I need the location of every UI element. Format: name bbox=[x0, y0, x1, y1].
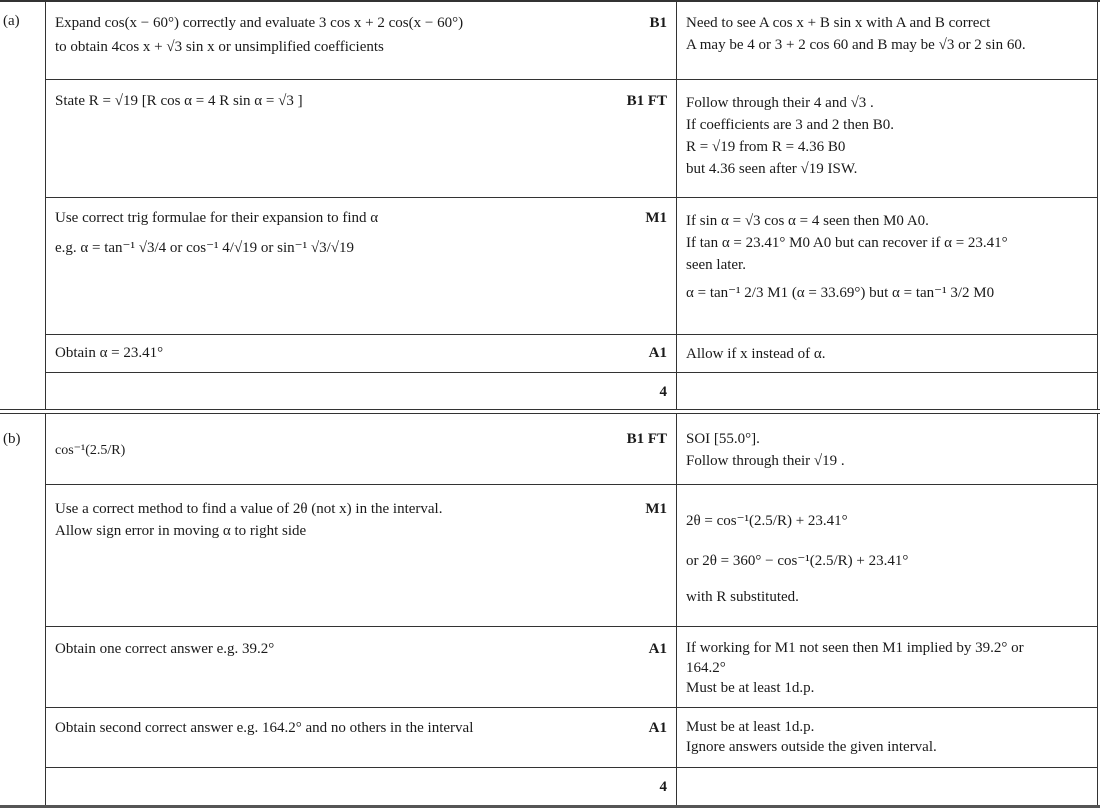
part-total: 4 bbox=[659, 384, 667, 400]
guidance-line: but 4.36 seen after √19 ISW. bbox=[686, 161, 858, 177]
mark-cell: B1 FT bbox=[626, 93, 667, 109]
guidance-cell bbox=[686, 92, 1091, 180]
answer-line: Use a correct method to find a value of 2θ (not x) in the interval. bbox=[55, 501, 443, 517]
column-divider bbox=[45, 414, 46, 806]
answer-cell: Obtain α = 23.41° bbox=[55, 345, 164, 361]
part-b-section bbox=[0, 414, 1100, 806]
guidance-cell: Allow if x instead of α. bbox=[686, 346, 826, 362]
column-divider bbox=[1097, 414, 1098, 806]
answer-cell: Obtain second correct answer e.g. 164.2° and no others in the interval bbox=[55, 720, 474, 736]
answer-cell bbox=[55, 498, 655, 542]
answer-cell bbox=[55, 12, 655, 58]
answer-cell: cos⁻¹(2.5/R) bbox=[55, 443, 126, 458]
row-divider bbox=[45, 767, 1098, 768]
answer-line: Allow sign error in moving α to right side bbox=[55, 523, 307, 539]
column-divider bbox=[45, 0, 46, 410]
guidance-cell bbox=[686, 428, 1091, 472]
row-divider bbox=[45, 484, 1098, 485]
column-divider bbox=[676, 414, 677, 806]
guidance-line: A may be 4 or 3 + 2 cos 60 and B may be √3 or 2 sin 60. bbox=[686, 37, 1026, 53]
mark-cell: M1 bbox=[645, 501, 667, 517]
guidance-line: 2θ = cos⁻¹(2.5/R) + 23.41° bbox=[686, 513, 848, 529]
guidance-line: with R substituted. bbox=[686, 589, 799, 605]
guidance-cell bbox=[686, 12, 1091, 56]
guidance-cell bbox=[686, 210, 1091, 304]
guidance-line: If coefficients are 3 and 2 then B0. bbox=[686, 117, 894, 133]
guidance-line: or 2θ = 360° − cos⁻¹(2.5/R) + 23.41° bbox=[686, 553, 909, 569]
answer-line: to obtain 4cos x + √3 sin x or unsimplified coefficients bbox=[55, 39, 384, 55]
part-label: (b) bbox=[3, 431, 21, 447]
guidance-line: Ignore answers outside the given interval. bbox=[686, 739, 937, 755]
column-divider bbox=[676, 0, 677, 410]
answer-line: Use correct trig formulae for their expansion to find α bbox=[55, 210, 379, 226]
mark-cell: A1 bbox=[648, 641, 667, 657]
row-divider bbox=[45, 197, 1098, 198]
mark-cell: A1 bbox=[648, 345, 667, 361]
answer-line: Expand cos(x − 60°) correctly and evaluate 3 cos x + 2 cos(x − 60°) bbox=[55, 15, 464, 31]
answer-cell bbox=[55, 207, 655, 259]
guidance-cell bbox=[686, 510, 1091, 608]
guidance-line: Must be at least 1d.p. bbox=[686, 719, 815, 735]
guidance-line: α = tan⁻¹ 2/3 M1 (α = 33.69°) but α = tan⁻¹ 3/2 M0 bbox=[686, 285, 995, 301]
guidance-line: Follow through their √19 . bbox=[686, 453, 845, 469]
row-divider bbox=[45, 707, 1098, 708]
guidance-line: seen later. bbox=[686, 257, 746, 273]
row-divider bbox=[45, 79, 1098, 80]
guidance-line: Need to see A cos x + B sin x with A and B correct bbox=[686, 15, 991, 31]
answer-cell: State R = √19 [R cos α = 4 R sin α = √3 ] bbox=[55, 93, 303, 109]
guidance-line: If sin α = √3 cos α = 4 seen then M0 A0. bbox=[686, 213, 929, 229]
guidance-line: R = √19 from R = 4.36 B0 bbox=[686, 139, 846, 155]
row-divider bbox=[45, 334, 1098, 335]
mark-cell: M1 bbox=[645, 210, 667, 226]
answer-line: e.g. α = tan⁻¹ √3/4 or cos⁻¹ 4/√19 or sin⁻¹ √3/√19 bbox=[55, 240, 354, 256]
answer-cell: Obtain one correct answer e.g. 39.2° bbox=[55, 641, 275, 657]
guidance-line: Follow through their 4 and √3 . bbox=[686, 95, 874, 111]
guidance-line: If working for M1 not seen then M1 implied by 39.2° or bbox=[686, 640, 1024, 656]
guidance-line: If tan α = 23.41° M0 A0 but can recover if α = 23.41° bbox=[686, 235, 1008, 251]
part-total: 4 bbox=[659, 779, 667, 795]
table-bottom-border bbox=[0, 805, 1100, 808]
guidance-cell bbox=[686, 638, 1091, 698]
mark-cell: B1 FT bbox=[626, 431, 667, 447]
mark-cell: B1 bbox=[649, 15, 667, 31]
column-divider bbox=[1097, 0, 1098, 410]
mark-cell: A1 bbox=[648, 720, 667, 736]
guidance-line: SOI [55.0°]. bbox=[686, 431, 760, 447]
row-divider bbox=[45, 626, 1098, 627]
guidance-line: 164.2° bbox=[686, 660, 726, 676]
guidance-line: Must be at least 1d.p. bbox=[686, 680, 815, 696]
row-divider bbox=[45, 372, 1098, 373]
part-label: (a) bbox=[3, 13, 20, 29]
guidance-cell bbox=[686, 717, 1091, 757]
